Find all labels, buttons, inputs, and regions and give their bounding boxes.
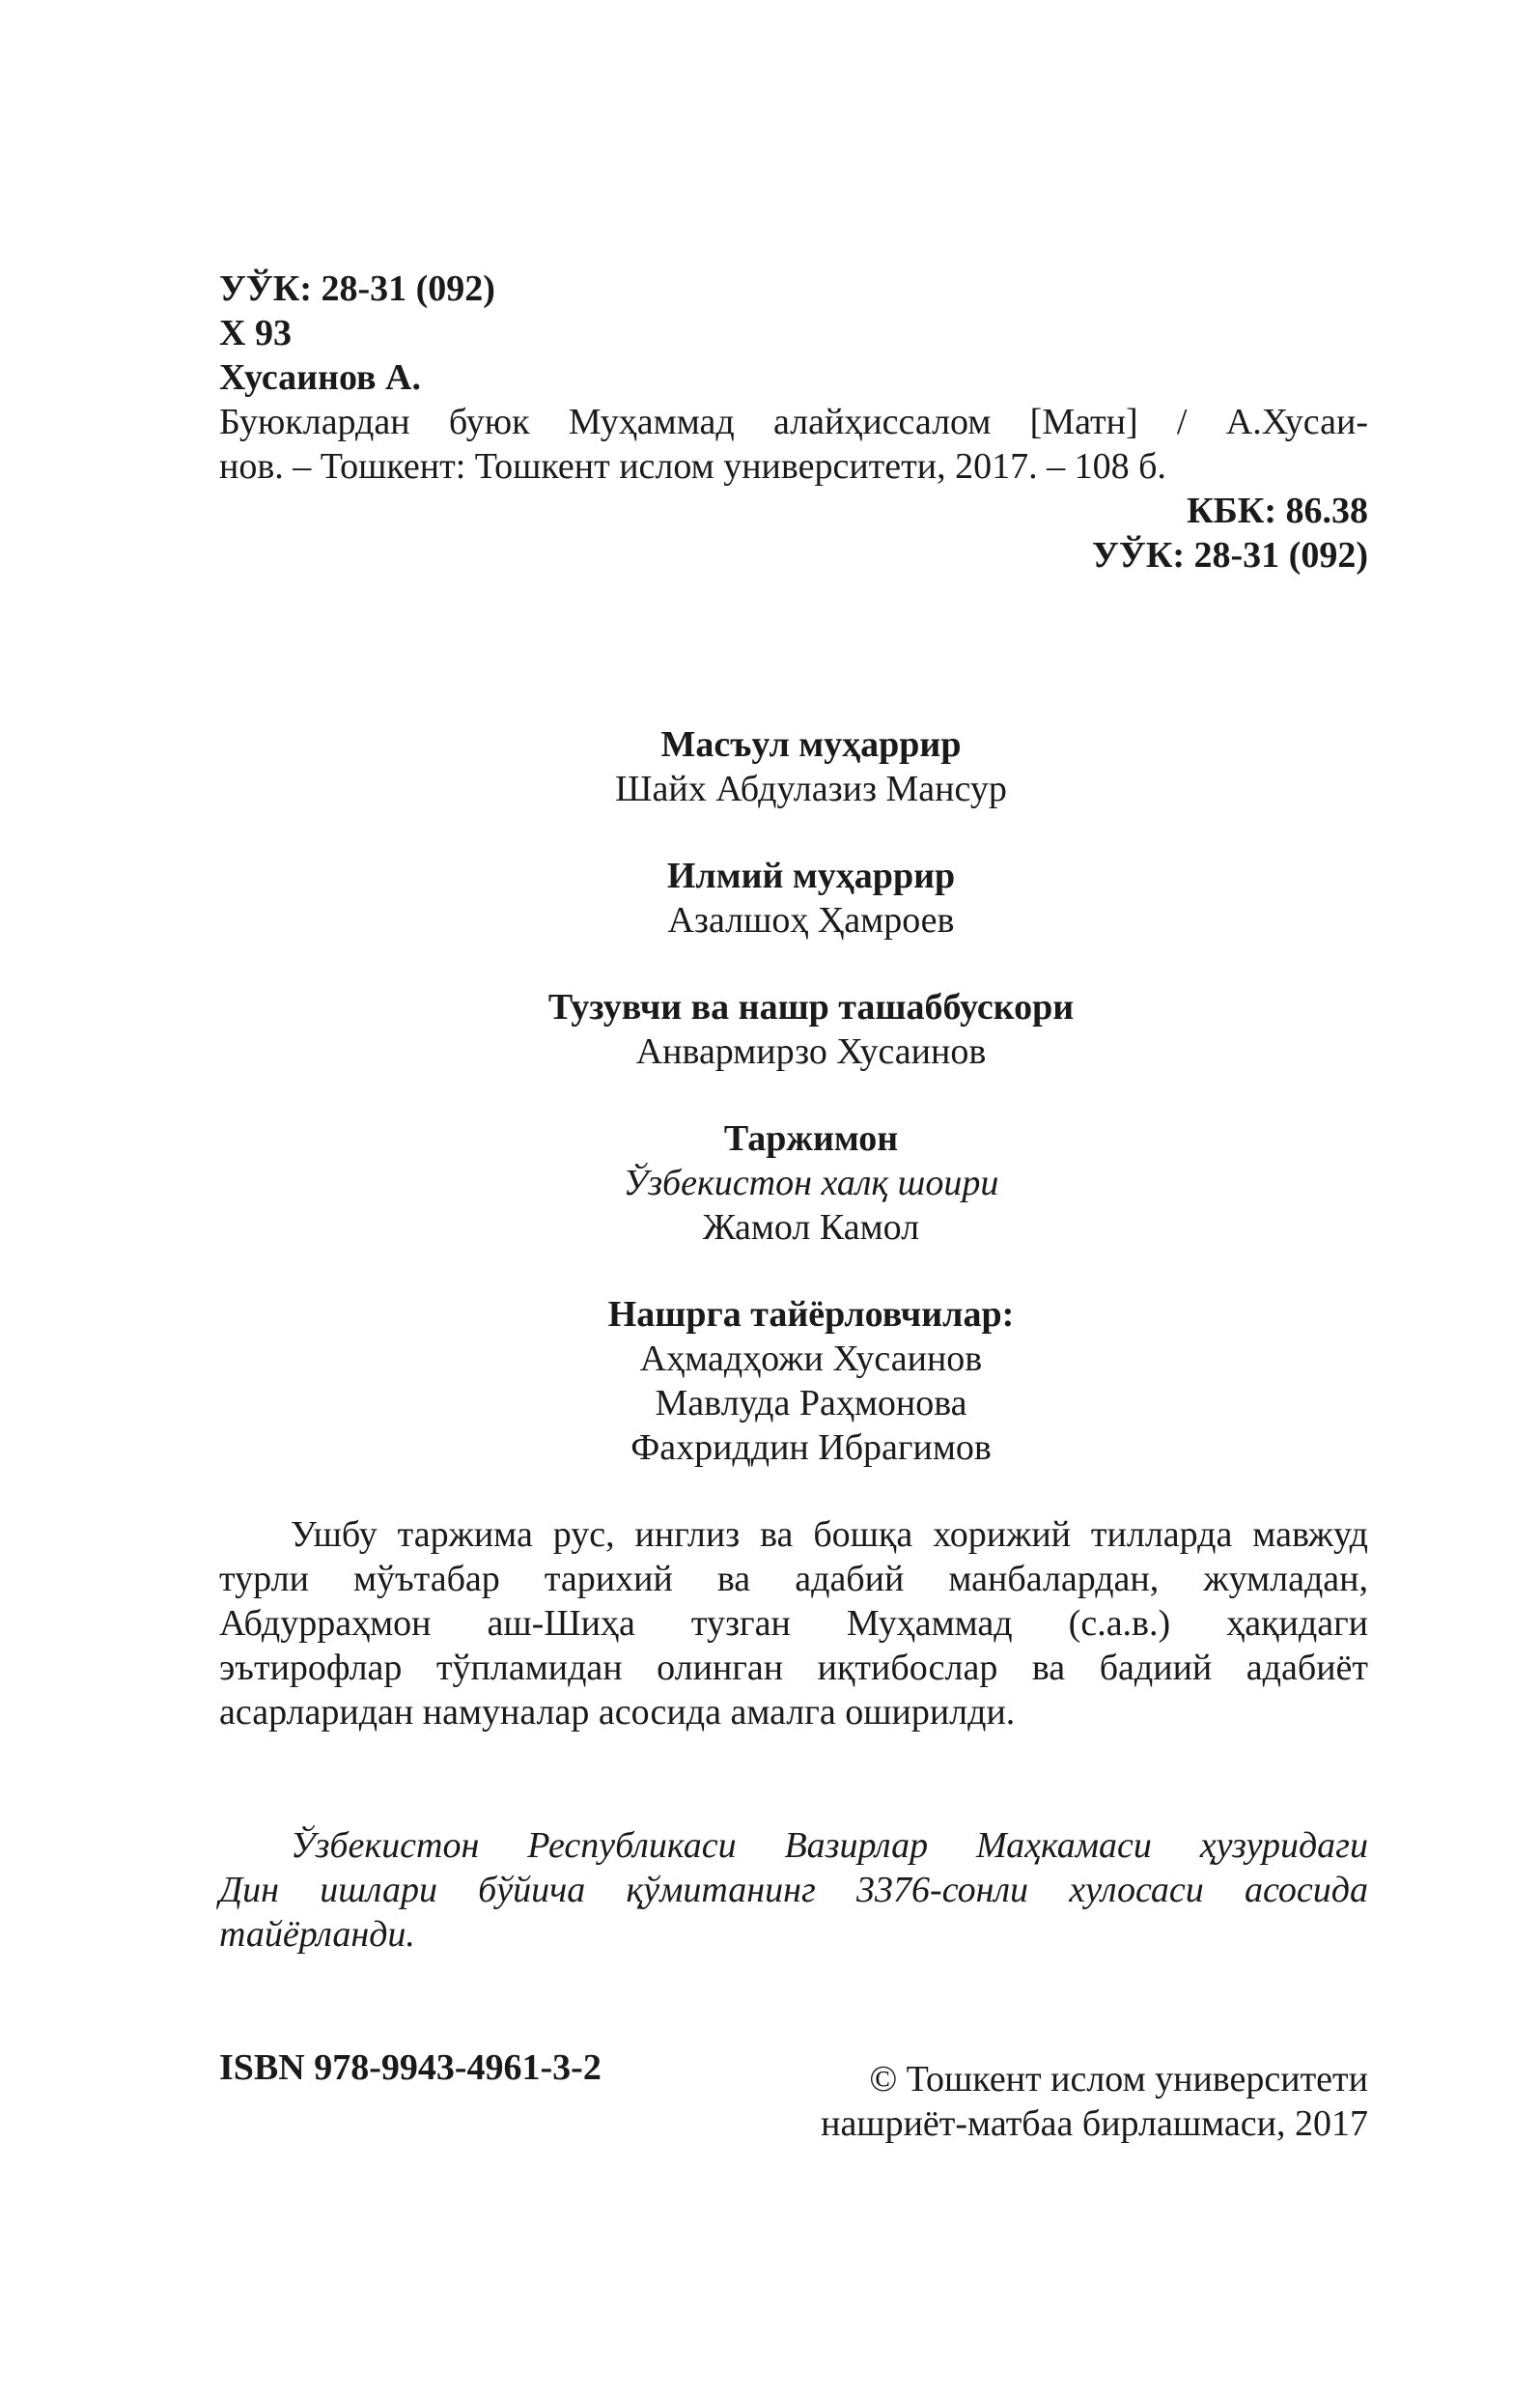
book-description-line-2: нов. – Тошкент: Тошкент ислом университети, 2017. – 108 б. [219, 446, 1166, 487]
translation-note [219, 1512, 1368, 1734]
credit-translator [444, 1116, 1178, 1250]
credit-subtitle: Ўзбекистон халқ шоири [623, 1163, 999, 1203]
note-line: Абдурраҳмон аш-Шиҳа тузган Муҳаммад (с.а.в.) ҳақидаги [219, 1603, 1368, 1644]
credit-editor-in-chief [444, 722, 1178, 811]
catalog-block [219, 267, 1368, 578]
book-description-line-1: Буюклардан буюк Муҳаммад алайҳиссалом [Матн] / А.Хусаи- [219, 402, 1368, 442]
credit-name: Аҳмадҳожи Хусаинов [639, 1339, 983, 1379]
note-line: турли мўътабар тарихий ва адабий манбалардан, жумладан, [219, 1559, 1368, 1599]
credit-name: Жамол Камол [702, 1207, 920, 1248]
credit-name: Мавлуда Раҳмонова [655, 1383, 967, 1424]
kbk-code: КБК: 86.38 [1187, 491, 1368, 531]
credit-name: Анвармирзо Хусаинов [635, 1031, 987, 1072]
copyright-line: © Тошкент ислом университети [869, 2059, 1368, 2100]
credit-role: Илмий муҳаррир [666, 856, 956, 896]
copyright-line: нашриёт-матбаа бирлашмаси, 2017 [821, 2103, 1368, 2144]
credit-scientific-editor [444, 854, 1178, 943]
credit-compiler [444, 985, 1178, 1074]
udk-code-bottom: УЎК: 28-31 (092) [1092, 535, 1368, 576]
credit-preparers [444, 1292, 1178, 1470]
note-line: асарларидан намуналар асосида амалга оширилди. [219, 1692, 1016, 1733]
credit-role: Таржимон [723, 1118, 899, 1159]
credit-name: Шайх Абдулазиз Мансур [615, 769, 1007, 809]
credit-role: Тузувчи ва нашр ташаббускори [547, 987, 1075, 1028]
approval-line: Дин ишлари бўйича қўмитанинг 3376-сонли хулосаси асосида [219, 1870, 1368, 1910]
udk-code-top: УЎК: 28-31 (092) [219, 268, 495, 309]
note-line: Ушбу таржима рус, инглиз ва бошқа хорижий тилларда мавжуд [291, 1514, 1368, 1555]
credit-role: Нашрга тайёрловчилар: [607, 1294, 1015, 1335]
classification-code: Х 93 [219, 313, 292, 353]
credit-role: Масъул муҳаррир [660, 724, 962, 765]
approval-line: Ўзбекистон Республикаси Вазирлар Маҳкамаси ҳузуридаги [291, 1825, 1368, 1866]
credit-name: Азалшоҳ Ҳамроев [667, 900, 955, 941]
approval-note [219, 1823, 1368, 1957]
isbn: ISBN 978-9943-4961-3-2 [219, 2047, 602, 2088]
credit-name: Фахриддин Ибрагимов [630, 1427, 992, 1468]
approval-line: тайёрланди. [219, 1914, 415, 1955]
note-line: эътирофлар тўпламидан олинган иқтибослар ва бадиий адабиёт [219, 1648, 1368, 1688]
copyright [821, 2057, 1368, 2146]
author-name: Хусаинов А. [219, 357, 421, 398]
